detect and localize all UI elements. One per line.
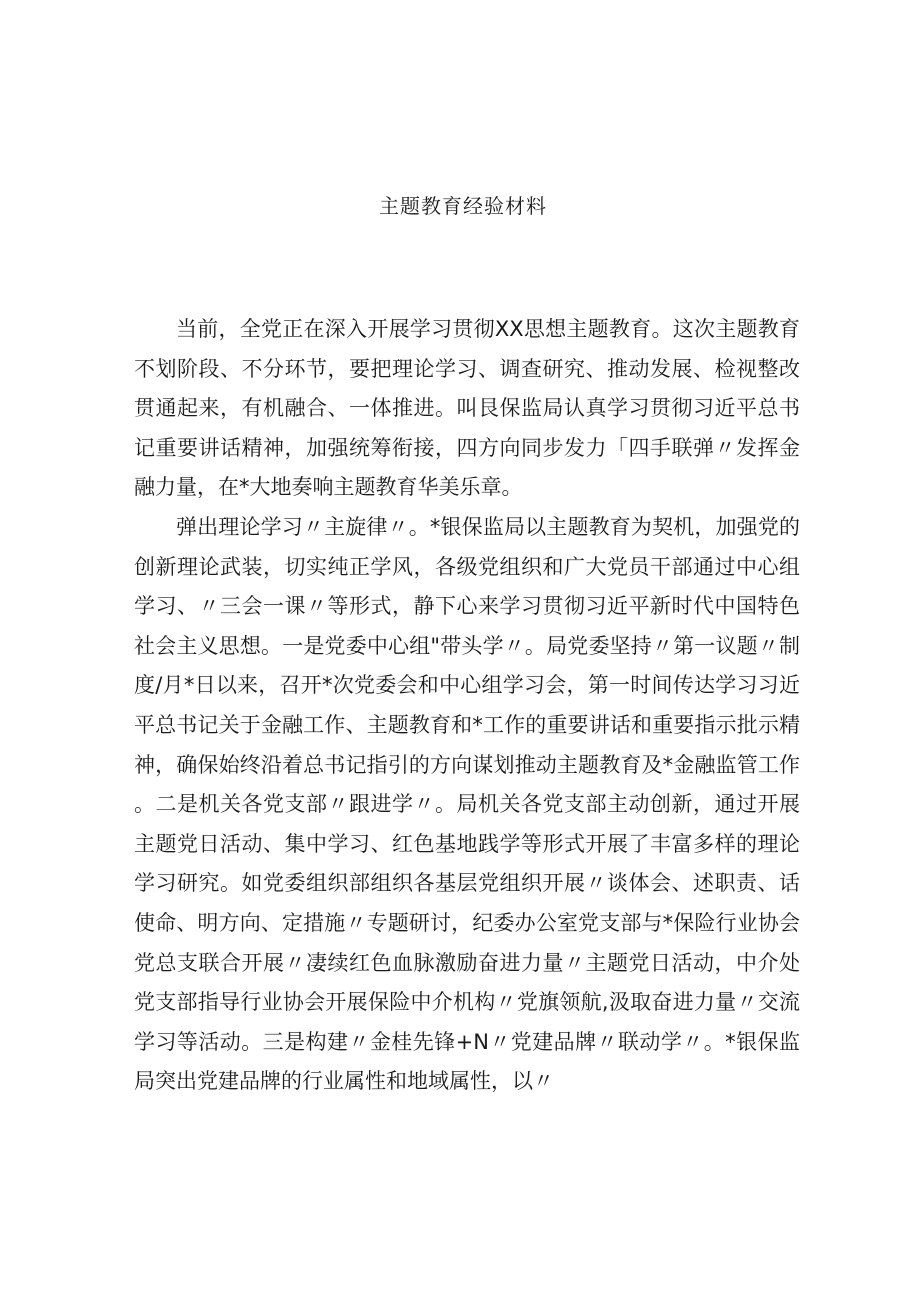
document-body (134, 310, 800, 1102)
paragraph-intro: 当前，全党正在深入开展学习贯彻XX思想主题教育。这次主题教育不划阶段、不分环节，要把理论学习、调查研究、推动发展、检视整改贯通起来，有机融合、一体推进。叫艮保监局认真学习贯彻习近平总书记重要讲话精神，加强统筹衔接，四方向同步发力「四手联弹〃发挥金融力量，在*大地奏响主题教育华美乐章。 (134, 317, 800, 500)
document-title: 主题教育经验材料 (379, 194, 547, 218)
paragraph-theory-study: 弹出理论学习〃主旋律〃。*银保监局以主题教育为契机，加强党的创新理论武装，切实纯正学风，各级党组织和广大党员干部通过中心组学习、〃三会一课〃等形式，静下心来学习贯彻习近平新时代中国特色社会主义思想。一是党委中心组"带头学〃。局党委坚持〃第一议题〃制度/月*日以来，召开*次党委会和中心组学习会，第一时间传达学习习近平总书记关于金融工作、主题教育和*工作的重要讲话和重要指示批示精神，确保始终沿着总书记指引的方向谋划推动主题教育及*金融监管工作。二是机关各党支部〃跟进学〃。局机关各党支部主动创新，通过开展主题党日活动、集中学习、红色基地践学等形式开展了丰富多样的理论学习研究。如党委组织部组织各基层党组织开展〃谈体会、述职责、话使命、明方向、定措施〃专题研讨，纪委办公室党支部与*保险行业协会党总支联合开展〃凄续红色血脉激励奋进力量〃主题党日活动，中介处党支部指导行业协会开展保险中介机构〃党旗领航,汲取奋进力量〃交流学习等活动。三是构建〃金桂先锋+N〃党建品牌〃联动学〃。*银保监局突出党建品牌的行业属性和地域属性，以〃 (134, 514, 800, 1094)
